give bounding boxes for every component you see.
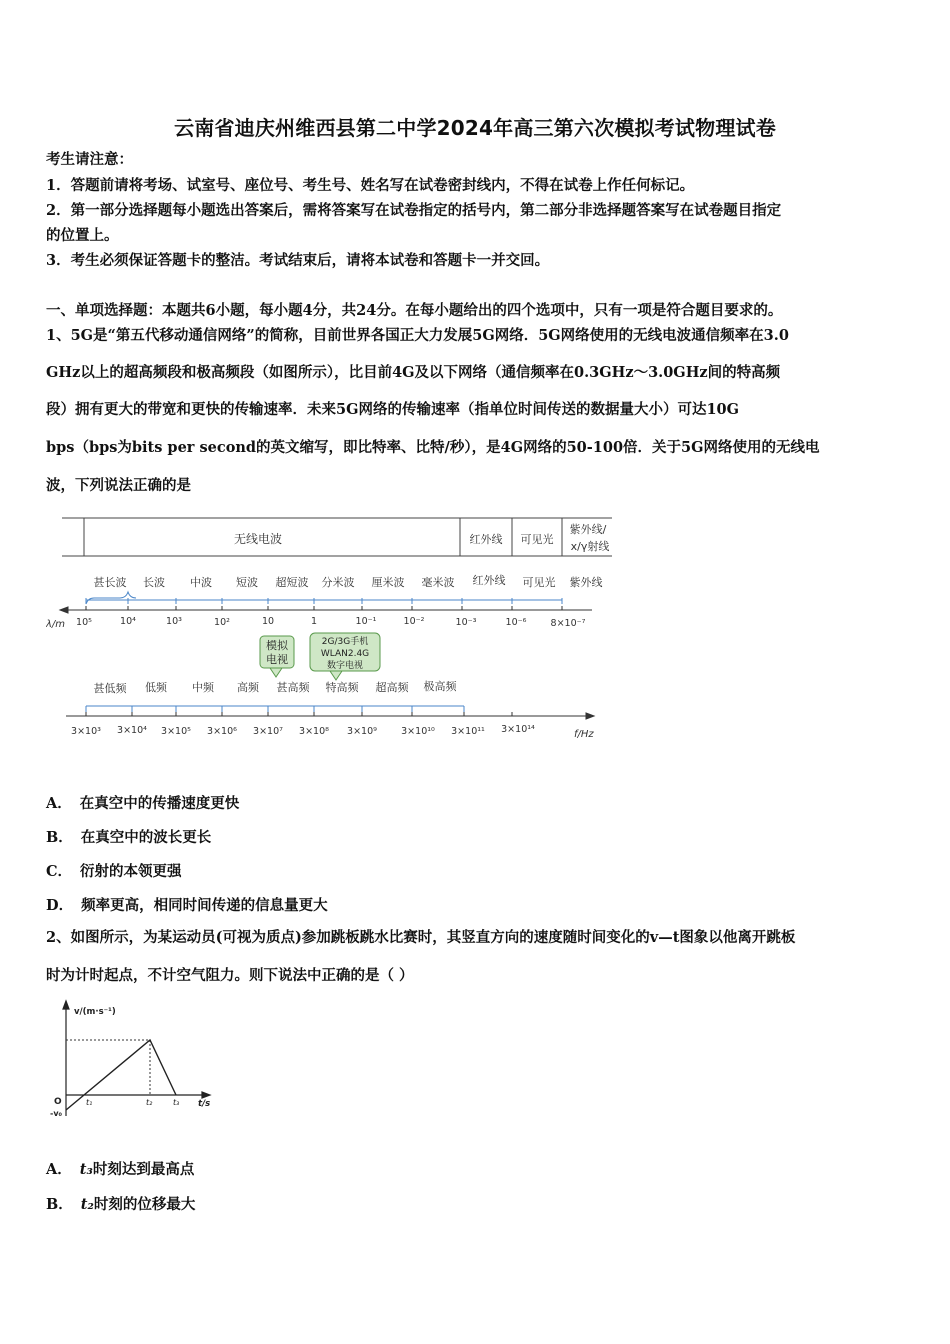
lambda-tick: 10² xyxy=(214,617,230,628)
option-label: A． xyxy=(46,1161,72,1178)
freq-label: f/Hz xyxy=(574,729,594,740)
vt-t1: t₁ xyxy=(86,1098,93,1107)
band-name: 极高频 xyxy=(423,680,457,693)
band-name: 高频 xyxy=(237,681,259,694)
option-symbol: t₃ xyxy=(79,1161,93,1178)
option-label: B． xyxy=(46,1196,73,1213)
wave-name: 甚长波 xyxy=(93,576,127,589)
option-text: 衍射的本领更强 xyxy=(80,863,182,880)
band-name: 超高频 xyxy=(375,681,409,694)
freq-tick: 3×10¹⁰ xyxy=(401,726,435,737)
lambda-tick: 10⁻¹ xyxy=(355,616,377,627)
option-label: C． xyxy=(46,863,73,880)
lambda-tick: 10⁴ xyxy=(120,616,136,627)
lambda-tick: 8×10⁻⁷ xyxy=(550,618,586,629)
q2-option-a[interactable] xyxy=(46,1158,194,1179)
option-symbol: t₂ xyxy=(80,1196,94,1213)
band-xray: x/γ射线 xyxy=(570,540,610,553)
freq-brackets xyxy=(86,706,464,712)
band-name: 甚高频 xyxy=(276,681,310,694)
notice-item-2: 2．第一部分选择题每小题选出答案后，需将答案写在试卷指定的括号内，第二部分非选择题答案写在试卷题目指定 xyxy=(46,202,782,219)
wave-name: 分米波 xyxy=(321,576,355,589)
freq-tick: 3×10⁴ xyxy=(117,725,147,736)
freq-tick: 3×10¹¹ xyxy=(451,726,485,737)
svg-text:数字电视: 数字电视 xyxy=(326,661,364,671)
band-names xyxy=(94,679,458,695)
callout-mobile xyxy=(310,633,380,680)
vt-x-label: t/s xyxy=(198,1099,211,1109)
wave-name: 短波 xyxy=(236,576,258,589)
wave-brackets xyxy=(86,592,562,604)
band-radio: 无线电波 xyxy=(233,532,283,546)
svg-text:2G/3G手机: 2G/3G手机 xyxy=(321,637,369,647)
wave-names xyxy=(94,573,603,589)
spectrum-figure xyxy=(46,512,616,744)
lambda-axis xyxy=(60,606,592,613)
freq-ticks xyxy=(71,724,535,737)
svg-text:WLAN2.4G: WLAN2.4G xyxy=(320,649,370,659)
lambda-tick: 10⁻³ xyxy=(455,617,477,628)
option-text: 在真空中的波长更长 xyxy=(80,829,212,846)
option-label: B． xyxy=(46,829,73,846)
freq-tick: 3×10⁷ xyxy=(253,726,283,737)
lambda-tick: 10 xyxy=(261,616,275,627)
lambda-tick: 10⁻² xyxy=(403,616,425,627)
freq-tick: 3×10³ xyxy=(71,726,101,737)
page-title: 云南省迪庆州维西县第二中学2024年高三第六次模拟考试物理试卷 xyxy=(174,116,776,140)
band-uv: 紫外线/ xyxy=(569,523,607,536)
option-label: A． xyxy=(46,795,72,812)
vt-origin: O xyxy=(54,1097,62,1107)
wave-name: 紫外线 xyxy=(569,576,603,589)
freq-tick: 3×10¹⁴ xyxy=(501,724,535,735)
vt-graph xyxy=(46,998,218,1128)
lambda-tick: 10³ xyxy=(166,616,182,627)
section-heading: 一、单项选择题：本题共6小题，每小题4分，共24分。在每小题给出的四个选项中，只有一项是符合题目要求的。 xyxy=(46,302,783,319)
q2-option-b[interactable] xyxy=(46,1193,195,1214)
wave-name: 超短波 xyxy=(275,576,309,589)
wave-name: 长波 xyxy=(143,576,165,589)
band-visible: 可见光 xyxy=(520,533,554,546)
q1-line-4: bps（bps为bits per second的英文缩写，即比特率、比特/秒），是4G网络的50-100倍．关于5G网络使用的无线电 xyxy=(46,439,820,456)
freq-tick: 3×10⁵ xyxy=(161,726,191,737)
band-name: 甚低频 xyxy=(93,682,127,695)
option-label: D． xyxy=(46,897,74,914)
vt-v0: -v₀ xyxy=(50,1109,63,1118)
wave-name: 红外线 xyxy=(472,574,506,587)
vt-line xyxy=(66,1040,176,1110)
freq-tick: 3×10⁶ xyxy=(207,726,237,737)
option-text: 时刻达到最高点 xyxy=(92,1161,195,1178)
notice-item-3: 3．考生必须保证答题卡的整洁。考试结束后，请将本试卷和答题卡一并交回。 xyxy=(46,252,550,269)
option-text: 在真空中的传播速度更快 xyxy=(79,795,240,812)
band-name: 特高频 xyxy=(325,681,359,694)
wave-name: 中波 xyxy=(190,576,212,589)
notice-item-2-cont: 的位置上。 xyxy=(46,227,119,244)
callout-analog-tv xyxy=(260,636,294,677)
freq-tick: 3×10⁸ xyxy=(299,726,329,737)
q1-line-3: 段）拥有更大的带宽和更快的传输速率．未来5G网络的传输速率（指单位时间传送的数据量大小）可达10G xyxy=(46,401,740,418)
q1-option-c[interactable] xyxy=(46,860,182,881)
band-name: 中频 xyxy=(192,681,214,694)
freq-tick: 3×10⁹ xyxy=(347,726,377,737)
lambda-ticks xyxy=(76,616,586,629)
svg-text:模拟: 模拟 xyxy=(266,639,288,652)
q1-line-2: GHz以上的超高频段和极高频段（如图所示），比目前4G及以下网络（通信频率在0.3GHz～3.0GHz间的特高频 xyxy=(46,364,781,381)
svg-text:电视: 电视 xyxy=(266,653,288,666)
lambda-label: λ/m xyxy=(46,619,66,630)
freq-axis xyxy=(66,712,594,719)
q2-line-2: 时为计时起点，不计空气阻力。则下说法中正确的是（ ） xyxy=(46,967,414,984)
notice-item-1: 1．答题前请将考场、试室号、座位号、考生号、姓名写在试卷密封线内，不得在试卷上作任何标记。 xyxy=(46,177,695,194)
q1-line-5: 波，下列说法正确的是 xyxy=(46,477,191,494)
band-name: 低频 xyxy=(145,681,167,694)
wave-name: 厘米波 xyxy=(371,576,405,589)
wave-name: 可见光 xyxy=(522,576,556,589)
option-text: 时刻的位移最大 xyxy=(93,1196,196,1213)
q2-line-1: 2、如图所示，为某运动员(可视为质点)参加跳板跳水比赛时，其竖直方向的速度随时间变化的v—t图象以他离开跳板 xyxy=(46,929,796,946)
vt-t3: t₃ xyxy=(173,1098,180,1107)
q1-line-1: 1、5G是“第五代移动通信网络”的简称，目前世界各国正大力发展5G网络．5G网络使用的无线电波通信频率在3.0 xyxy=(46,327,789,344)
q1-option-b[interactable] xyxy=(46,826,211,847)
vt-t2: t₂ xyxy=(146,1098,153,1107)
vt-guides xyxy=(66,1040,150,1095)
notice-heading: 考生请注意： xyxy=(46,151,133,168)
vt-y-label: v/(m·s⁻¹) xyxy=(74,1007,116,1017)
lambda-tick: 10⁻⁶ xyxy=(505,617,527,628)
band-infrared: 红外线 xyxy=(469,533,503,546)
lambda-tick: 1 xyxy=(310,616,318,627)
lambda-tick: 10⁵ xyxy=(76,617,92,628)
wave-name: 毫米波 xyxy=(421,576,455,589)
q1-option-d[interactable] xyxy=(46,894,328,915)
option-text: 频率更高，相同时间传递的信息量更大 xyxy=(81,897,328,914)
q1-option-a[interactable] xyxy=(46,792,239,813)
